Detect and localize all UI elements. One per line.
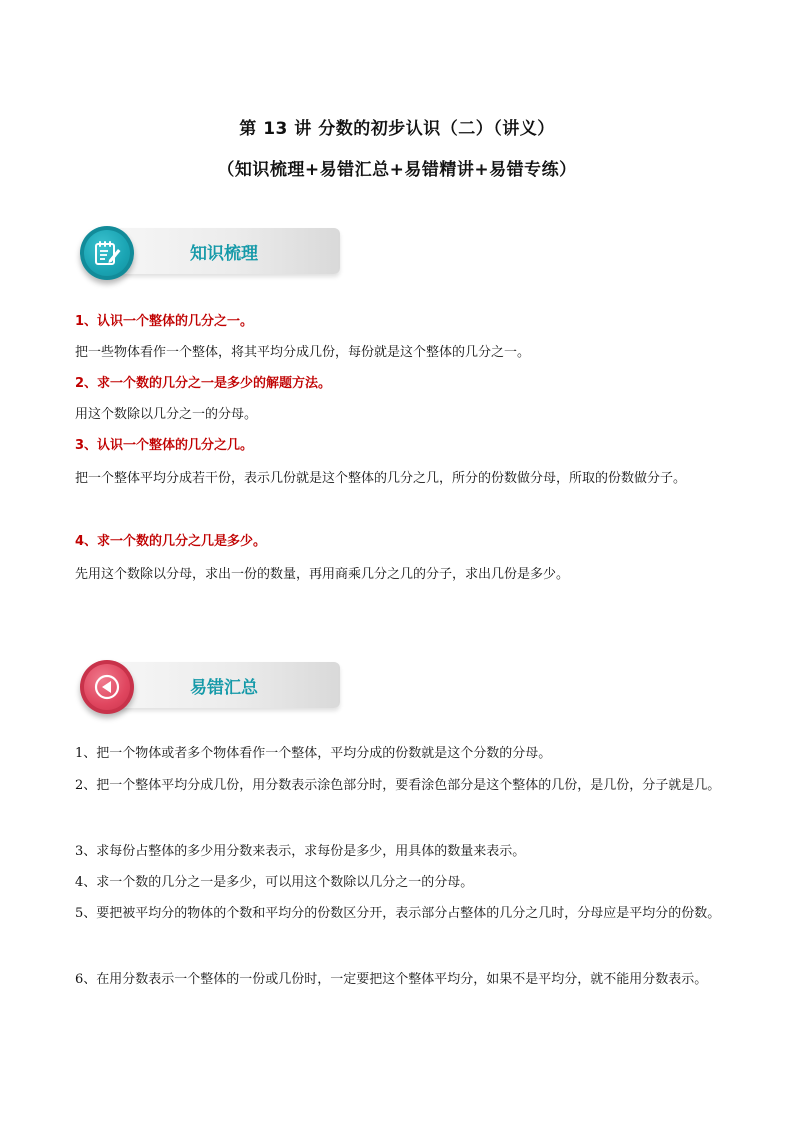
banner-label: 知识梳理 xyxy=(190,244,258,264)
error-item-5: 5、要把被平均分的物体的个数和平均分的份数区分开，表示部分占整体的几分之几时，分母应是平均分的份数。 xyxy=(75,906,721,921)
page-subtitle: （知识梳理+易错汇总+易错精讲+易错专练） xyxy=(217,160,577,180)
banner-bar xyxy=(102,662,340,708)
knowledge-body-2: 用这个数除以几分之一的分母。 xyxy=(75,407,258,422)
knowledge-heading-4: 4、求一个数的几分之几是多少。 xyxy=(75,534,267,549)
knowledge-body-4: 先用这个数除以分母，求出一份的数量，再用商乘几分之几的分子，求出几份是多少。 xyxy=(75,567,570,582)
banner-label: 易错汇总 xyxy=(190,678,258,698)
page-title: 第 13 讲 分数的初步认识（二）（讲义） xyxy=(239,119,555,139)
section-banner-knowledge xyxy=(80,226,342,276)
knowledge-heading-2: 2、求一个数的几分之一是多少的解题方法。 xyxy=(75,376,332,391)
knowledge-body-3: 把一个整体平均分成若干份，表示几份就是这个整体的几分之几，所分的份数做分母，所取的份数做分子。 xyxy=(75,471,687,486)
error-item-2: 2、把一个整体平均分成几份，用分数表示涂色部分时，要看涂色部分是这个整体的几份，是几份，分子就是几。 xyxy=(75,778,721,793)
error-item-1: 1、把一个物体或者多个物体看作一个整体，平均分成的份数就是这个分数的分母。 xyxy=(75,746,552,761)
banner-bar xyxy=(102,228,340,274)
banner-icon-badge xyxy=(80,226,134,280)
notepad-pencil-icon xyxy=(92,238,122,268)
knowledge-heading-1: 1、认识一个整体的几分之一。 xyxy=(75,314,254,329)
left-arrow-circle-icon xyxy=(92,672,122,702)
knowledge-heading-3: 3、认识一个整体的几分之几。 xyxy=(75,438,254,453)
error-item-3: 3、求每份占整体的多少用分数来表示，求每份是多少，用具体的数量来表示。 xyxy=(75,844,526,859)
error-item-6: 6、在用分数表示一个整体的一份或几份时，一定要把这个整体平均分，如果不是平均分，就不能用分数表示。 xyxy=(75,972,708,987)
banner-icon-badge xyxy=(80,660,134,714)
error-item-4: 4、求一个数的几分之一是多少，可以用这个数除以几分之一的分母。 xyxy=(75,875,474,890)
knowledge-body-1: 把一些物体看作一个整体，将其平均分成几份，每份就是这个整体的几分之一。 xyxy=(75,345,531,360)
section-banner-errors xyxy=(80,660,342,710)
